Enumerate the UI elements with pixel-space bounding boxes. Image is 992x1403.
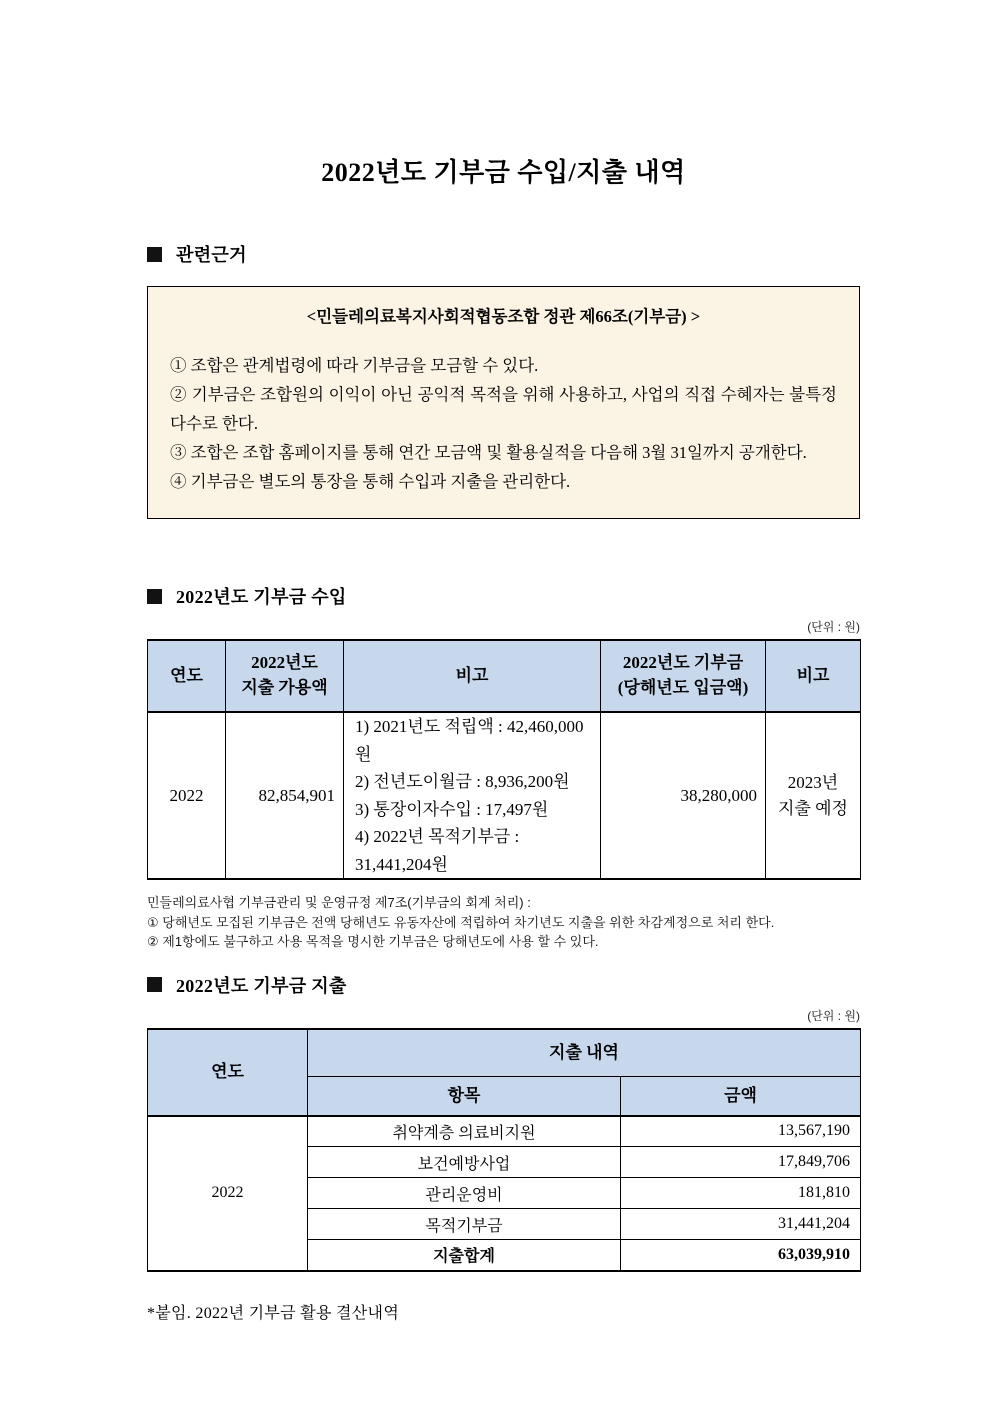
expenditure-col-detail: 지출 내역: [308, 1029, 861, 1077]
section-heading-expenditure-label: 2022년도 기부금 지출: [176, 975, 347, 996]
breakdown-line-2: 2) 전년도이월금 : 8,936,200원: [355, 772, 570, 792]
income-unit-label: (단위 : 원): [807, 620, 860, 634]
footnote-line-3: ② 제1항에도 불구하고 사용 목적을 명시한 기부금은 당해년도에 사용 할 수 있다.: [147, 934, 599, 950]
square-bullet-icon: [147, 247, 162, 262]
attachment-note: *붙임. 2022년 기부금 활용 결산내역: [147, 1304, 400, 1322]
income-table: [147, 639, 861, 880]
regulation-item-3: ③ 조합은 조합 홈페이지를 통해 연간 모금액 및 활용실적을 다음해 3월 31일까지 공개한다.: [170, 443, 807, 463]
income-donation-cell: 38,280,000: [601, 712, 766, 879]
expenditure-unit-label: (단위 : 원): [807, 1008, 860, 1023]
expenditure-col-year: 연도: [148, 1029, 308, 1116]
income-table-header-row: [148, 640, 861, 712]
expense-item-cell: 관리운영비: [308, 1178, 621, 1209]
regulation-item-2: ② 기부금은 조합원의 이익이 아닌 공익적 목적을 위해 사용하고, 사업의 직접 수혜자는 불특정 다수로 한다.: [170, 385, 837, 434]
expense-item-cell: 취약계층 의료비지원: [308, 1116, 621, 1147]
expenditure-total-label: 지출합계: [308, 1240, 621, 1271]
table-row: [148, 1116, 861, 1147]
breakdown-line-4: 4) 2022년 목적기부금 : 31,441,204원: [355, 827, 520, 874]
document-content: [147, 0, 860, 1323]
section-heading-income: [147, 583, 860, 609]
income-col-available: 2022년도 지출 가용액: [226, 640, 344, 712]
section-heading-basis-label: 관련근거: [176, 245, 247, 265]
regulation-box-title: <민들레의료복지사회적협동조합 정관 제66조(기부금) >: [306, 307, 701, 326]
expense-amount-cell: 13,567,190: [621, 1116, 861, 1147]
expenditure-table: [147, 1028, 861, 1272]
breakdown-line-1: 1) 2021년도 적립액 : 42,460,000원: [355, 717, 584, 764]
breakdown-line-3: 3) 통장이자수입 : 17,497원: [355, 799, 549, 819]
income-year-cell: 2022: [148, 712, 226, 879]
section-heading-expenditure: [147, 972, 860, 998]
regulation-item-1: ① 조합은 관계법령에 따라 기부금을 모금할 수 있다.: [170, 356, 539, 375]
income-footnotes: [147, 893, 860, 952]
income-table-data-row: [148, 712, 861, 879]
regulation-box: [147, 286, 860, 519]
regulation-item-4: ④ 기부금은 별도의 통장을 통해 수입과 지출을 관리한다.: [170, 472, 571, 492]
expense-amount-cell: 17,849,706: [621, 1147, 861, 1178]
income-col-note1: 비고: [344, 640, 601, 712]
section-heading-basis: [147, 241, 860, 267]
expenditure-year-cell: 2022: [148, 1116, 308, 1271]
expenditure-col-amount: 금액: [621, 1077, 861, 1116]
expense-amount-cell: 181,810: [621, 1178, 861, 1209]
square-bullet-icon: [147, 977, 162, 992]
income-remark-cell: 2023년 지출 예정: [766, 712, 861, 879]
expenditure-col-item: 항목: [308, 1077, 621, 1116]
section-heading-income-label: 2022년도 기부금 수입: [176, 587, 347, 607]
square-bullet-icon: [147, 589, 162, 604]
expense-item-cell: 보건예방사업: [308, 1147, 621, 1178]
expense-item-cell: 목적기부금: [308, 1209, 621, 1240]
income-available-cell: 82,854,901: [226, 712, 344, 879]
income-col-year: 연도: [148, 640, 226, 712]
income-col-note2: 비고: [766, 640, 861, 712]
expense-amount-cell: 31,441,204: [621, 1209, 861, 1240]
expenditure-total-amount: 63,039,910: [621, 1240, 861, 1271]
footnote-line-2: ① 당해년도 모집된 기부금은 전액 당해년도 유동자산에 적립하여 차기년도 지출을 위한 차감계정으로 처리 한다.: [147, 914, 775, 930]
income-col-donation: 2022년도 기부금 (당해년도 입금액): [601, 640, 766, 712]
footnote-line-1: 민들레의료사협 기부금관리 및 운영규정 제7조(기부금의 회계 처리) :: [147, 895, 531, 911]
expenditure-header-row-1: [148, 1029, 861, 1077]
page-title: 2022년도 기부금 수입/지출 내역: [321, 158, 686, 187]
income-breakdown-cell: [344, 712, 601, 879]
